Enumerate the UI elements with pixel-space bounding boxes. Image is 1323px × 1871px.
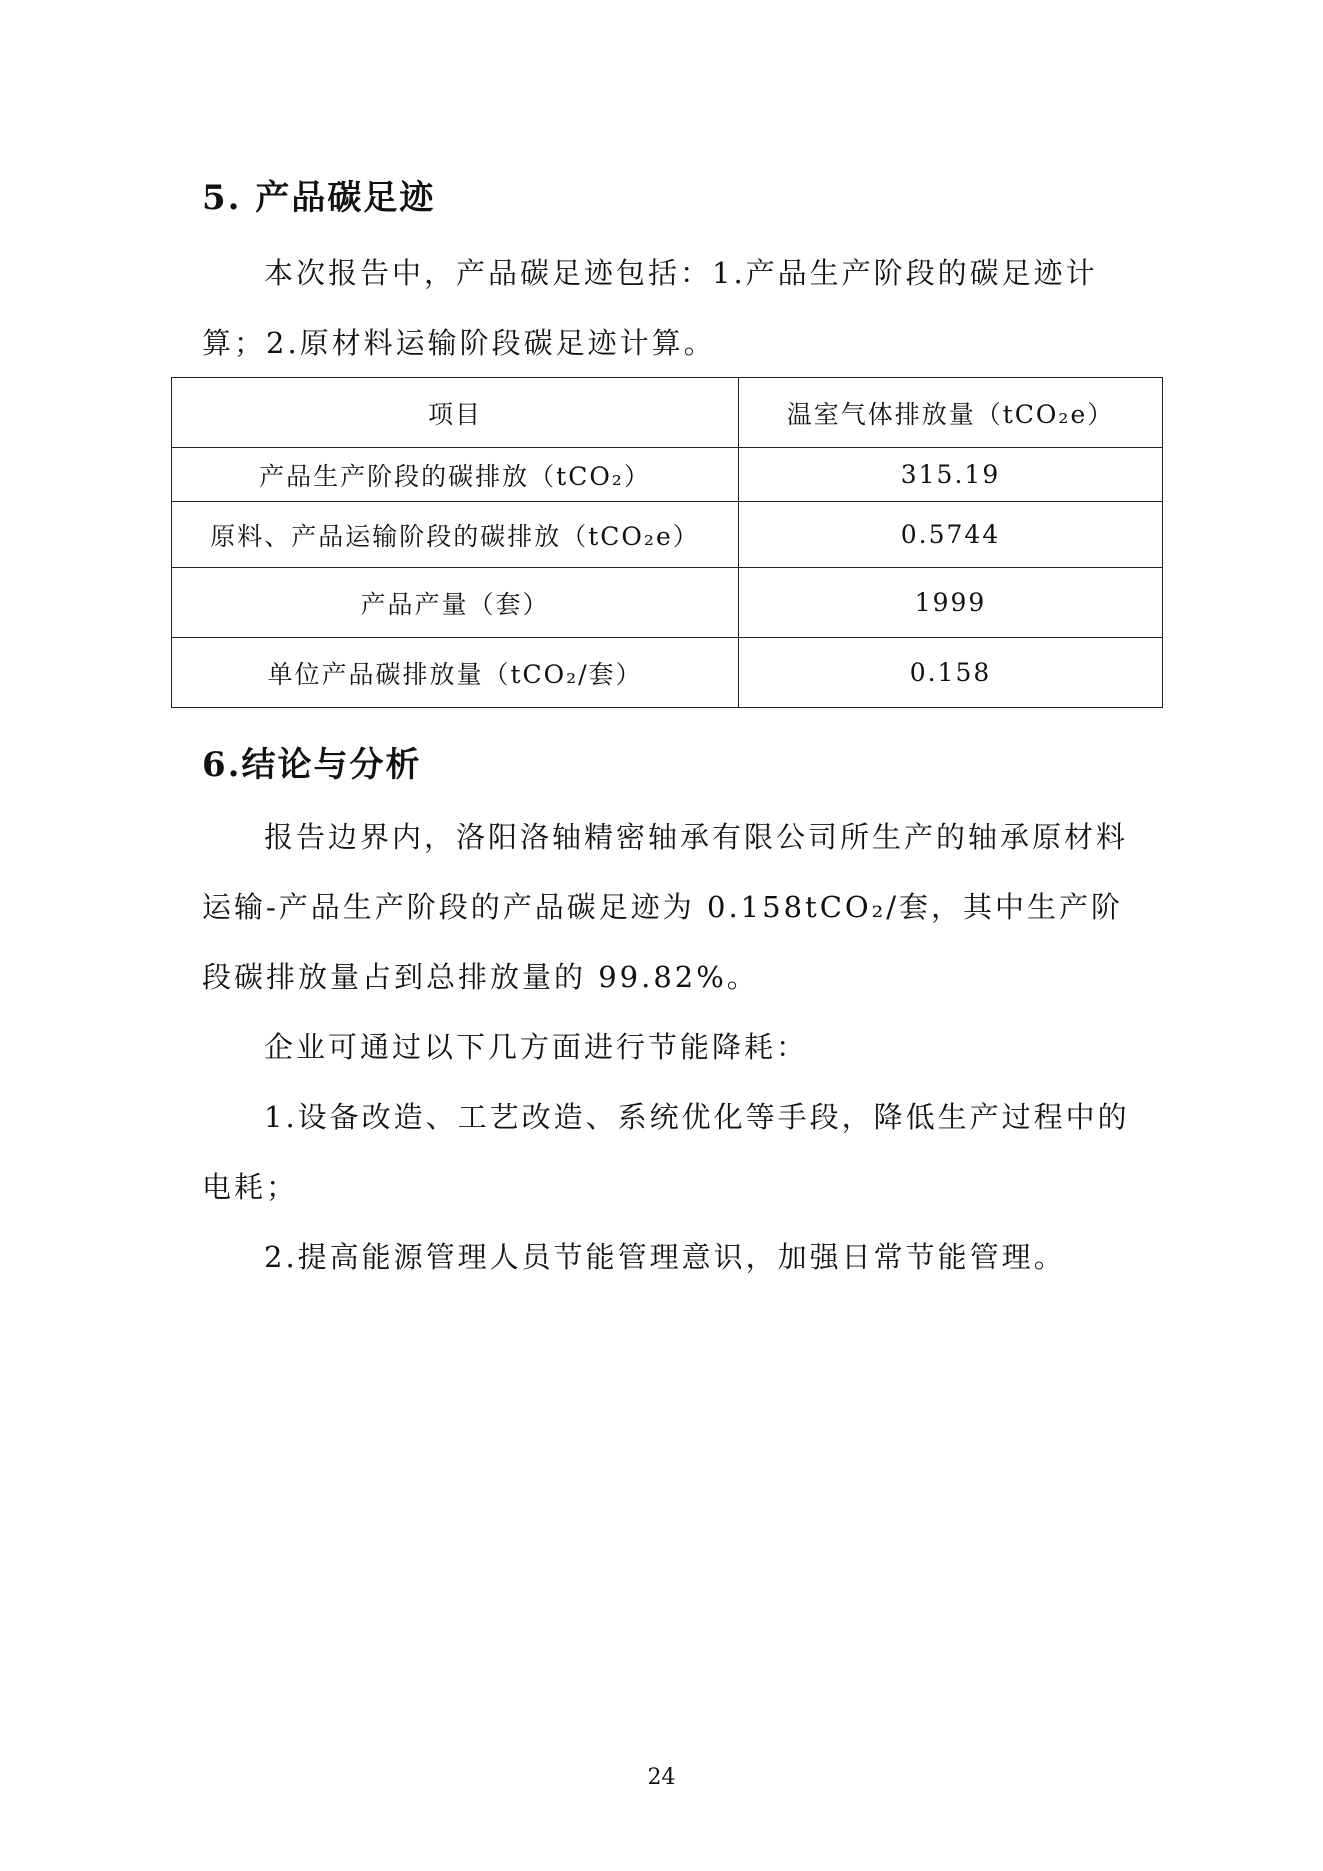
table-cell-value: 315.19	[739, 448, 1163, 502]
table-cell-item: 产品生产阶段的碳排放（tCO₂）	[172, 448, 739, 502]
carbon-footprint-table	[171, 377, 1163, 708]
table-header-value: 温室气体排放量（tCO₂e）	[739, 378, 1163, 448]
table-cell-value: 1999	[739, 568, 1163, 638]
energy-saving-item-2: 2.提高能源管理人员节能管理意识，加强日常节能管理。	[264, 1240, 1066, 1274]
section-5-intro: 本次报告中，产品碳足迹包括：1.产品生产阶段的碳足迹计算；2.原材料运输阶段碳足迹计算。	[202, 256, 1098, 360]
table-row	[172, 502, 1163, 568]
section-6-heading: 6.结论与分析	[202, 745, 422, 785]
section-5-heading: 5. 产品碳足迹	[202, 178, 436, 218]
table-cell-item: 原料、产品运输阶段的碳排放（tCO₂e）	[172, 502, 739, 568]
table-cell-value: 0.158	[739, 638, 1163, 708]
table-row	[172, 638, 1163, 708]
table-header-row	[172, 378, 1163, 448]
table-cell-item: 产品产量（套）	[172, 568, 739, 638]
energy-saving-item-1: 1.设备改造、工艺改造、系统优化等手段，降低生产过程中的电耗；	[202, 1100, 1130, 1204]
table-cell-value: 0.5744	[739, 502, 1163, 568]
table-header-item: 项目	[172, 378, 739, 448]
conclusion-paragraph: 报告边界内，洛阳洛轴精密轴承有限公司所生产的轴承原材料运输-产品生产阶段的产品碳足迹为 0.158tCO₂/套，其中生产阶段碳排放量占到总排放量的 99.82%。	[202, 820, 1129, 994]
page-number: 24	[647, 1765, 676, 1790]
energy-saving-intro: 企业可通过以下几方面进行节能降耗：	[264, 1030, 809, 1064]
table-row	[172, 568, 1163, 638]
table-row	[172, 448, 1163, 502]
table-cell-item: 单位产品碳排放量（tCO₂/套）	[172, 638, 739, 708]
